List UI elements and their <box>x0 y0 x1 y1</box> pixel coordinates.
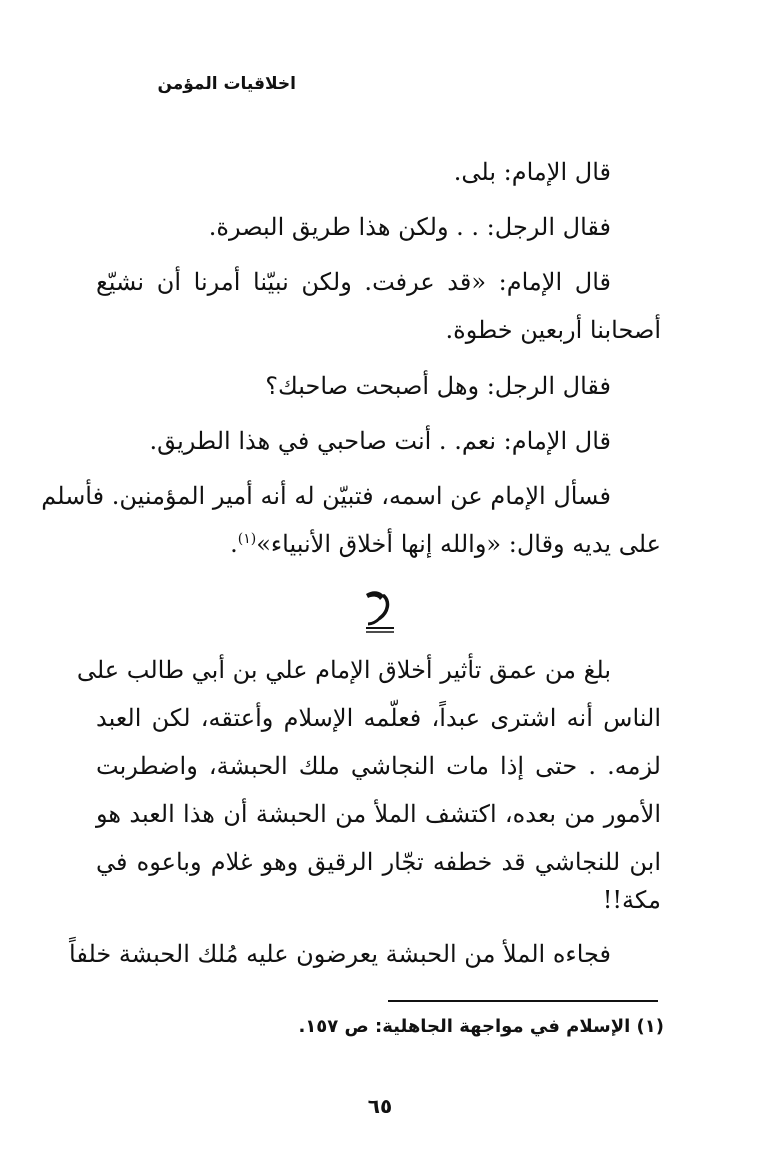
footnote-divider <box>388 1000 658 1002</box>
running-header: اخلاقيات المؤمن <box>157 74 296 94</box>
page-number: ٦٥ <box>367 1094 393 1118</box>
story-line-5: ابن للنجاشي قد خطفه تجّار الرقيق وهو غلام وباعوه في <box>96 848 661 876</box>
dialogue-line-5: فقال الرجل: وهل أصبحت صاحبك؟ <box>265 372 611 400</box>
story-line-3: لزمه. . حتى إذا مات النجاشي ملك الحبشة، واضطربت <box>96 752 661 780</box>
story-line-6: مكة!! <box>602 886 661 914</box>
section-ornament-graphic <box>360 588 400 634</box>
dialogue-line-4: أصحابنا أربعين خطوة. <box>445 316 661 344</box>
dialogue-line-6: قال الإمام: نعم. . أنت صاحبي في هذا الطريق. <box>149 427 611 455</box>
dialogue-line-8-end: . <box>230 530 238 558</box>
story-line-7: فجاءه الملأ من الحبشة يعرضون عليه مُلك الحبشة خلفاً <box>69 940 611 968</box>
footnote-reference: (١) <box>237 531 257 547</box>
dialogue-line-1: قال الإمام: بلى. <box>453 158 611 186</box>
dialogue-line-7: فسأل الإمام عن اسمه، فتبيّن له أنه أمير المؤمنين. فأسلم <box>41 482 611 510</box>
story-line-1: بلغ من عمق تأثير أخلاق الإمام علي بن أبي طالب على <box>76 656 611 684</box>
section-number-ornament <box>360 588 400 634</box>
dialogue-line-8-text: على يديه وقال: «والله إنها أخلاق الأنبياء» <box>256 530 661 558</box>
story-line-4: الأمور من بعده، اكتشف الملأ من الحبشة أن هذا العبد هو <box>96 800 661 828</box>
footnote: (١) الإسلام في مواجهة الجاهلية: ص ١٥٧. <box>298 1016 664 1037</box>
dialogue-line-3: قال الإمام: «قد عرفت. ولكن نبيّنا أمرنا أن نشيّع <box>96 268 611 296</box>
dialogue-line-8 <box>230 524 661 564</box>
story-line-2: الناس أنه اشترى عبداً، فعلّمه الإسلام وأعتقه، لكن العبد <box>96 704 661 732</box>
dialogue-line-2: فقال الرجل: . . ولكن هذا طريق البصرة. <box>208 213 611 241</box>
